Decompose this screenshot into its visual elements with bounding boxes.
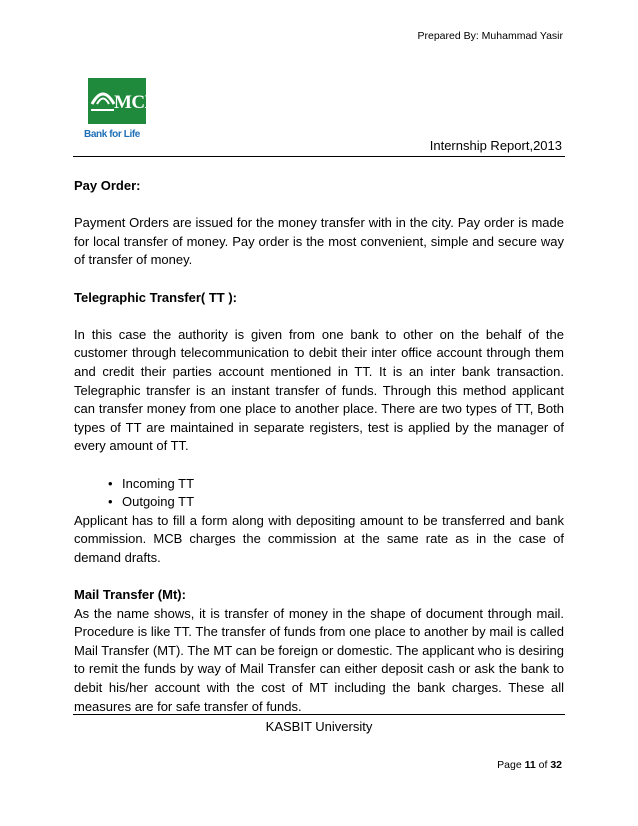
page-content <box>74 177 564 716</box>
mcb-logo <box>84 78 156 148</box>
telegraphic-body-2: Applicant has to fill a form along with depositing amount to be transferred and bank commission. MCB charges the commission at the same rate as in the case of demand drafts. <box>74 512 564 565</box>
logo-tagline: Bank for Life <box>84 129 140 140</box>
pay-order-body: Payment Orders are issued for the money transfer with in the city. Pay order is made for local transfer of money. Pay order is the most convenient, simple and secure way of transfer of money. <box>74 215 564 268</box>
list-item: • Incoming TT <box>108 475 564 494</box>
footer-divider <box>73 714 565 715</box>
page-current: 11 <box>524 759 536 771</box>
pay-order-heading: Pay Order: <box>74 178 141 193</box>
list-item: • Outgoing TT <box>108 493 564 512</box>
tt-types-list <box>108 475 564 512</box>
telegraphic-heading: Telegraphic Transfer( TT ): <box>74 289 238 305</box>
report-title: Internship Report,2013 <box>429 138 562 153</box>
footer-university: KASBIT University <box>265 719 373 734</box>
telegraphic-body: In this case the authority is given from one bank to other on the behalf of the customer through telecommunication to debit their inter office account through them and credit their parties account mentioned in TT. It is an inter bank transaction. Telegraphic transfer is an instant transfer of funds. Through this method applicant can transfer money from one place to another place. There are two types of TT, Both types of TT are maintained in separate registers, test is applied by the manager of every amount of TT. <box>74 326 564 454</box>
mail-transfer-heading: Mail Transfer (Mt): <box>74 587 186 603</box>
prepared-by: Prepared By: Muhammad Yasir <box>417 30 563 42</box>
header-divider <box>73 156 565 157</box>
page-number <box>497 759 562 771</box>
page-total: 32 <box>550 759 562 771</box>
page-of: of <box>538 759 548 771</box>
page-prefix: Page <box>497 759 522 771</box>
mail-transfer-body: As the name shows, it is transfer of money in the shape of document through mail. Procedure is like TT. The transfer of funds from one place to another by mail is called Mail Transfer (MT). The MT can be foreign or domestic. The applicant who is desiring to remit the funds by way of Mail Transfer can either deposit cash or ask the bank to debit his/her account with the cost of MT including the bank charges. These all measures are for safe transfer of funds. <box>74 605 564 714</box>
logo-brand: MCB <box>114 92 157 113</box>
